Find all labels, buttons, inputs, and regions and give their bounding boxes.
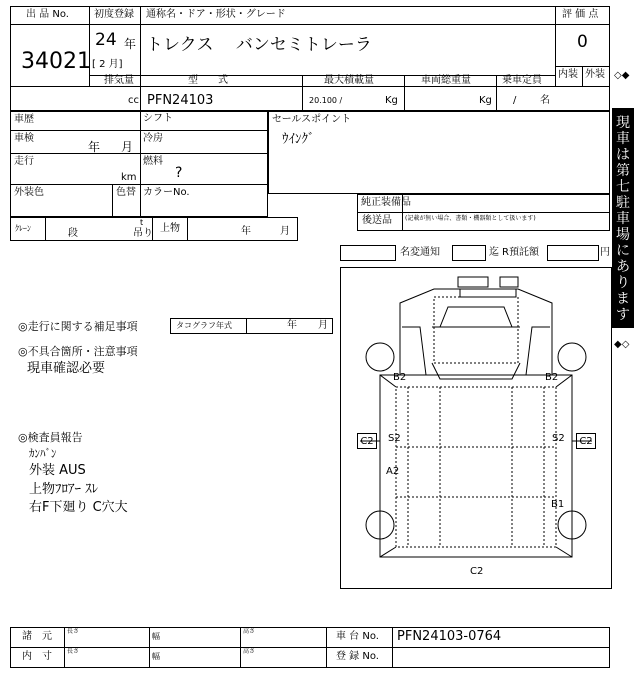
chassis-value: PFN24103-0764 bbox=[397, 629, 502, 644]
divider bbox=[64, 627, 65, 668]
name-change-label: 名変通知 bbox=[400, 247, 440, 258]
divider bbox=[10, 24, 89, 25]
exterior-score-label: 外装 bbox=[585, 69, 605, 80]
dims-label: 諸 元 bbox=[22, 631, 52, 642]
inspection-month: 月 bbox=[121, 140, 134, 154]
upper-month-unit: 月 bbox=[280, 226, 290, 237]
color-no-label: カラーNo. bbox=[143, 187, 190, 198]
banner-char: り bbox=[616, 275, 630, 291]
first-reg-year: 24 bbox=[95, 30, 117, 50]
yen-unit: 円 bbox=[600, 247, 610, 258]
inspector-line: 外装 AUS bbox=[29, 463, 86, 478]
crane-ton-unit: t bbox=[140, 218, 144, 227]
inspection-label: 車検 bbox=[14, 133, 34, 144]
divider bbox=[404, 75, 405, 111]
damage-code-a2: A2 bbox=[386, 466, 400, 477]
damage-code-b2-left: B2 bbox=[393, 372, 407, 383]
divider bbox=[392, 627, 393, 668]
tachograph-label: タコグラフ年式 bbox=[176, 321, 232, 330]
first-reg-label: 初度登録 bbox=[94, 9, 134, 20]
banner-char: は bbox=[616, 147, 630, 163]
banner-char: 駐 bbox=[616, 195, 630, 211]
divider bbox=[45, 217, 46, 241]
banner-char: に bbox=[616, 243, 630, 259]
divider bbox=[10, 647, 610, 648]
divider bbox=[496, 75, 497, 111]
shipped-later-note: (記載が無い場合、書類・機器類として扱います) bbox=[405, 215, 536, 222]
divider bbox=[187, 217, 188, 241]
divider bbox=[10, 130, 268, 131]
inspector-line: ｶﾝﾊﾞﾝ bbox=[29, 447, 57, 460]
km-unit: km bbox=[121, 172, 137, 183]
divider bbox=[357, 212, 610, 213]
banner-char: 場 bbox=[616, 227, 630, 243]
sales-point-value: ｳｲﾝｸﾞ bbox=[282, 132, 315, 147]
first-reg-month: [ 2 月] bbox=[92, 59, 123, 70]
damage-code-s2-left: S2 bbox=[388, 433, 401, 444]
capacity-slash: / bbox=[513, 95, 517, 106]
divider bbox=[240, 627, 241, 668]
interior-dims-label: 内 寸 bbox=[22, 651, 52, 662]
divider bbox=[555, 24, 610, 25]
name-change-date-box bbox=[340, 245, 396, 261]
driving-notes-label: ◎走行に関する補足事項 bbox=[18, 320, 138, 333]
divider bbox=[89, 24, 555, 25]
inspector-line: 右F下廻り C穴大 bbox=[29, 500, 128, 515]
genuine-equipment-label: 純正装備品 bbox=[361, 197, 411, 208]
registration-label: 登 録 No. bbox=[336, 651, 379, 662]
vehicle-name-label: 通称名・ドア・形状・グレード bbox=[146, 9, 286, 20]
width-label: 幅 bbox=[152, 652, 160, 661]
shipped-later-label: 後送品 bbox=[362, 215, 392, 226]
deposit-amount-box bbox=[547, 245, 599, 261]
fuel-label: 燃料 bbox=[143, 156, 163, 167]
damage-code-b2-right: B2 bbox=[545, 372, 559, 383]
displacement-label: 排気量 bbox=[104, 75, 134, 86]
divider bbox=[302, 75, 303, 111]
banner-bottom-marks: ◆◇ bbox=[614, 339, 630, 350]
length-label: 長さ bbox=[67, 648, 80, 655]
divider bbox=[149, 627, 150, 668]
vehicle-name: トレクス バンセミトレーラ bbox=[146, 35, 372, 55]
deposit-label: R預託額 bbox=[502, 247, 539, 258]
divider bbox=[89, 6, 90, 86]
damage-code-s2-right: S2 bbox=[552, 433, 565, 444]
gross-weight-label: 車両総重量 bbox=[421, 75, 471, 86]
banner-char: 第 bbox=[616, 163, 630, 179]
inspector-report-label: ◎検査員報告 bbox=[18, 431, 83, 444]
divider bbox=[326, 627, 327, 668]
crane-hoist-unit: 吊り bbox=[133, 228, 153, 239]
upper-year-unit: 年 bbox=[241, 226, 251, 237]
height-label: 高さ bbox=[243, 628, 256, 635]
banner-char: 車 bbox=[616, 131, 630, 147]
mileage-label: 走行 bbox=[14, 156, 34, 167]
banner-char: す bbox=[616, 307, 630, 323]
divider bbox=[140, 6, 141, 86]
divider bbox=[10, 184, 268, 185]
gross-weight-unit: Kg bbox=[479, 95, 492, 106]
length-label: 長さ bbox=[67, 628, 80, 635]
banner-top-marks: ◇◆ bbox=[614, 70, 630, 81]
max-load-value: 20.100 / bbox=[309, 96, 343, 105]
damage-code-c2-bottom: C2 bbox=[470, 566, 484, 577]
upper-body-label: 上物 bbox=[160, 223, 180, 234]
damage-code-b1: B1 bbox=[551, 499, 565, 510]
exterior-color-label: 外装色 bbox=[14, 187, 44, 198]
shift-label: シフト bbox=[143, 113, 173, 124]
deadline-box bbox=[452, 245, 486, 261]
max-load-unit: Kg bbox=[385, 95, 398, 106]
width-label: 幅 bbox=[152, 632, 160, 641]
sales-point-label: セールスポイント bbox=[272, 114, 352, 125]
divider bbox=[10, 153, 268, 154]
banner-char: 七 bbox=[616, 179, 630, 195]
score-value: 0 bbox=[577, 32, 588, 52]
color-change-label: 色替 bbox=[116, 187, 136, 198]
defects-value: 現車確認必要 bbox=[27, 361, 106, 376]
capacity-unit: 名 bbox=[540, 95, 550, 106]
crane-stage-unit: 段 bbox=[68, 228, 78, 239]
defects-label: ◎不具合箇所・注意事項 bbox=[18, 345, 138, 358]
chassis-label: 車 台 No. bbox=[336, 631, 379, 642]
divider bbox=[246, 318, 247, 334]
max-load-label: 最大積載量 bbox=[324, 75, 374, 86]
lot-no-label: 出 品 No. bbox=[26, 9, 69, 20]
divider bbox=[555, 6, 556, 86]
inspector-line: 上物ﾌﾛｱｰ ｽﾚ bbox=[29, 482, 99, 497]
divider bbox=[10, 86, 610, 87]
info-left-frame bbox=[10, 111, 268, 217]
crane-row bbox=[10, 217, 298, 241]
tacho-month-unit: 月 bbox=[318, 320, 328, 331]
divider bbox=[112, 184, 113, 217]
damage-code-c2-left: C2 bbox=[357, 433, 377, 449]
displacement-unit: cc bbox=[128, 95, 139, 106]
crane-label: ｸﾚｰﾝ bbox=[15, 224, 31, 233]
tacho-year-unit: 年 bbox=[287, 320, 297, 331]
lot-no: 34021 bbox=[21, 49, 91, 74]
location-banner bbox=[612, 108, 634, 328]
history-label: 車歴 bbox=[14, 114, 34, 125]
interior-score-label: 内装 bbox=[558, 69, 578, 80]
capacity-label: 乗車定員 bbox=[502, 75, 542, 86]
deadline-label: 迄 bbox=[489, 247, 499, 258]
inspection-year: 年 bbox=[88, 140, 101, 154]
divider bbox=[140, 111, 141, 217]
banner-char: あ bbox=[616, 259, 630, 275]
divider bbox=[140, 75, 141, 111]
banner-char: ま bbox=[616, 291, 630, 307]
score-label: 評 価 点 bbox=[562, 9, 599, 20]
divider bbox=[89, 75, 555, 76]
damage-code-c2-right: C2 bbox=[576, 433, 596, 449]
height-label: 高さ bbox=[243, 648, 256, 655]
first-reg-year-unit: 年 bbox=[124, 37, 137, 51]
divider bbox=[582, 66, 583, 86]
model-label: 型 式 bbox=[188, 75, 228, 86]
banner-char: 車 bbox=[616, 211, 630, 227]
fuel-value: ? bbox=[175, 165, 183, 181]
banner-char: 現 bbox=[616, 115, 630, 131]
vehicle-diagram bbox=[340, 267, 612, 589]
model-value: PFN24103 bbox=[147, 93, 214, 108]
ac-label: 冷房 bbox=[143, 133, 163, 144]
